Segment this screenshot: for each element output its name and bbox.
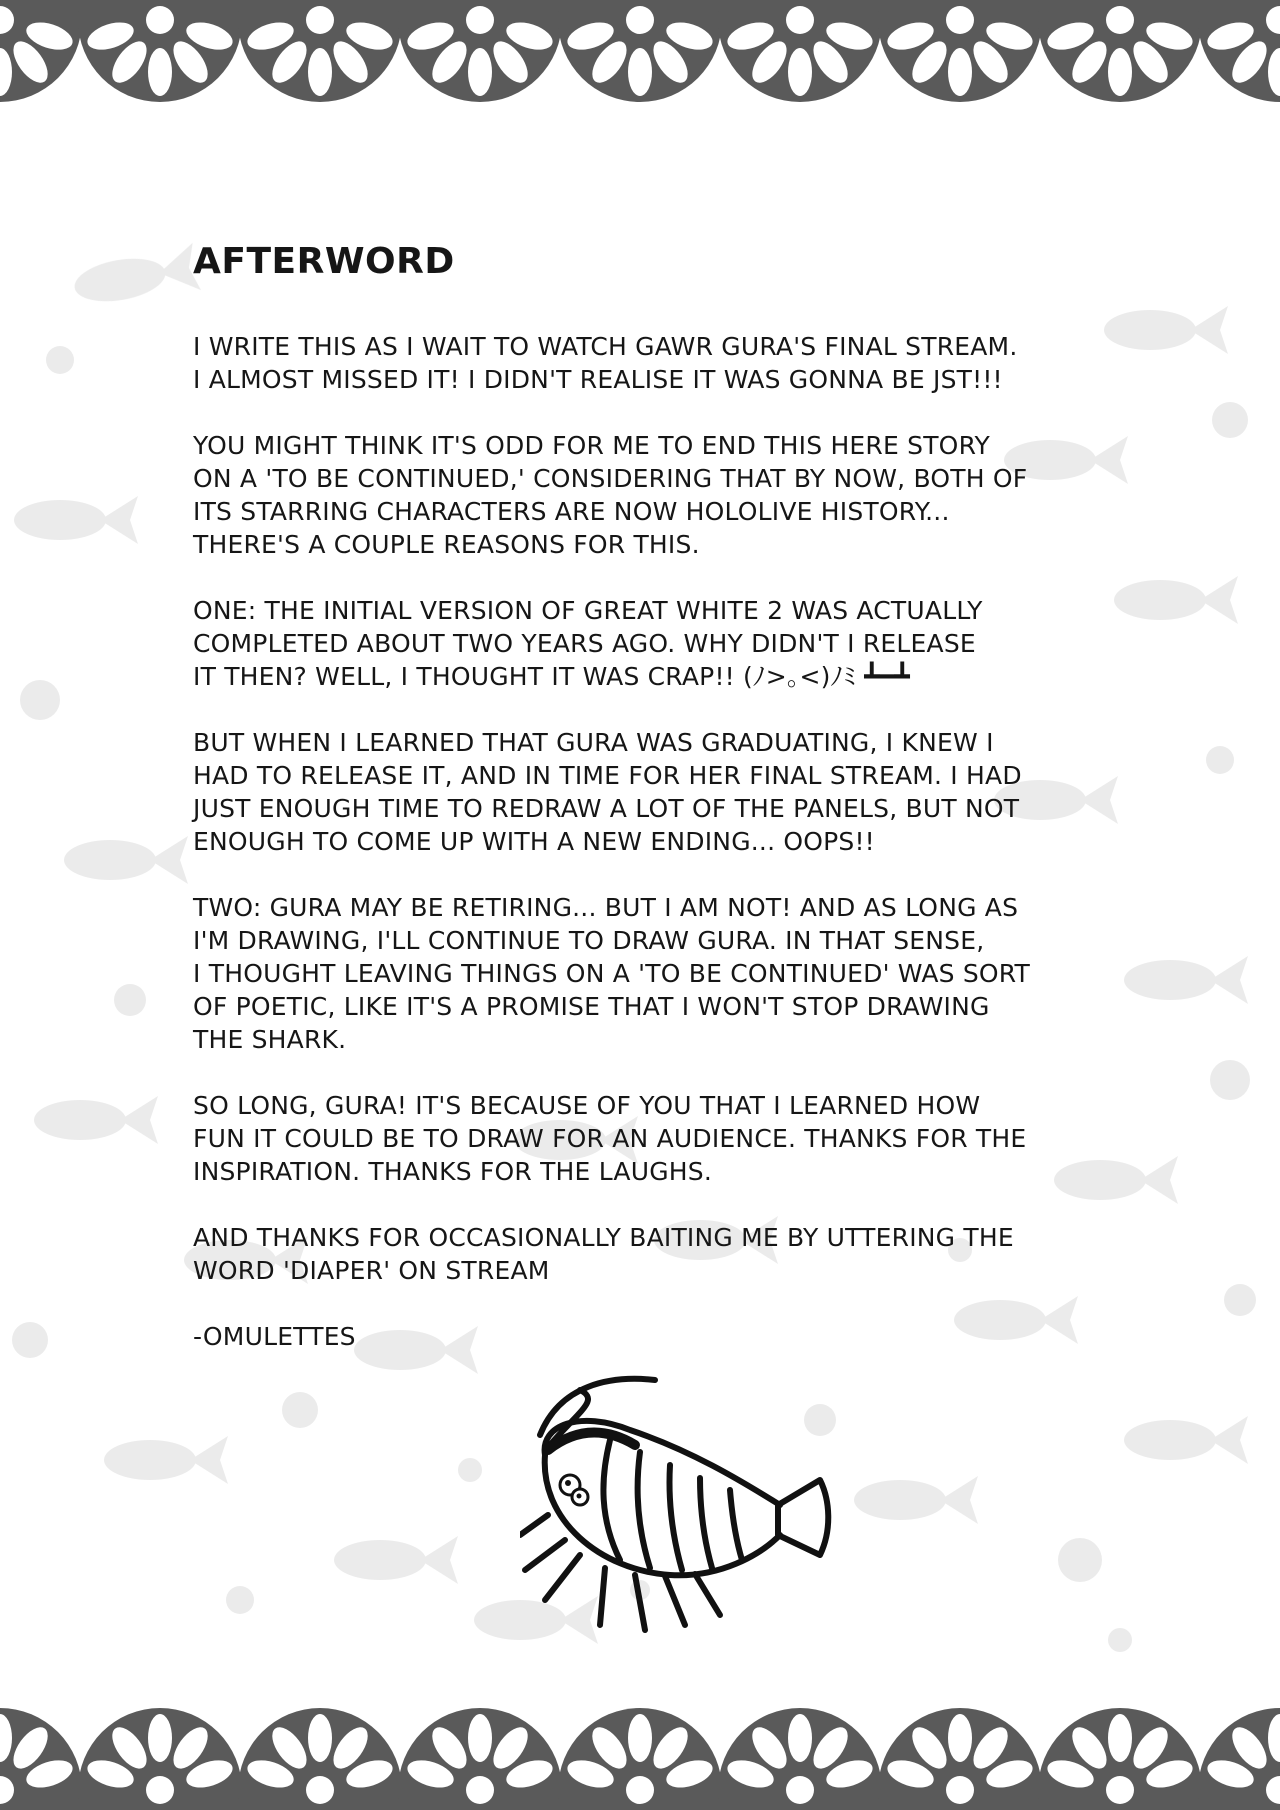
text-line: BUT WHEN I LEARNED THAT GURA WAS GRADUATING, I KNEW I — [193, 728, 994, 757]
text-line: ON A 'TO BE CONTINUED,' CONSIDERING THAT BY NOW, BOTH OF — [193, 464, 1028, 493]
text-line: SO LONG, GURA! IT'S BECAUSE OF YOU THAT I LEARNED HOW — [193, 1091, 981, 1120]
text-line: ONE: THE INITIAL VERSION OF GREAT WHITE 2 WAS ACTUALLY — [193, 596, 983, 625]
text-line: I THOUGHT LEAVING THINGS ON A 'TO BE CONTINUED' WAS SORT — [193, 959, 1031, 988]
afterword-body — [193, 330, 1133, 1353]
paragraph — [193, 726, 1133, 858]
paragraph — [193, 1221, 1133, 1287]
text-line: AND THANKS FOR OCCASIONALLY BAITING ME BY UTTERING THE — [193, 1223, 1014, 1252]
text-line: I ALMOST MISSED IT! I DIDN'T REALISE IT WAS GONNA BE JST!!! — [193, 365, 1003, 394]
afterword-content — [193, 238, 1133, 1386]
text-line: TWO: GURA MAY BE RETIRING... BUT I AM NOT! AND AS LONG AS — [193, 893, 1019, 922]
text-line: IT THEN? WELL, I THOUGHT IT WAS CRAP!! (ﾉ>｡<)ﾉﾐ ┻━┻ — [193, 662, 910, 691]
paragraph — [193, 594, 1133, 693]
text-line: ENOUGH TO COME UP WITH A NEW ENDING... OOPS!! — [193, 827, 875, 856]
paragraph — [193, 429, 1133, 561]
shrimp-icon — [520, 1370, 850, 1660]
text-line: WORD 'DIAPER' ON STREAM — [193, 1256, 550, 1285]
text-line: OF POETIC, LIKE IT'S A PROMISE THAT I WON'T STOP DRAWING — [193, 992, 990, 1021]
paragraph — [193, 891, 1133, 1056]
bottom-scalloped-border — [0, 1660, 1280, 1810]
text-line: THERE'S A COUPLE REASONS FOR THIS. — [193, 530, 700, 559]
text-line: I WRITE THIS AS I WAIT TO WATCH GAWR GURA'S FINAL STREAM. — [193, 332, 1018, 361]
paragraph — [193, 1089, 1133, 1188]
text-line: JUST ENOUGH TIME TO REDRAW A LOT OF THE PANELS, BUT NOT — [193, 794, 1020, 823]
text-line: THE SHARK. — [193, 1025, 347, 1054]
text-line: HAD TO RELEASE IT, AND IN TIME FOR HER FINAL STREAM. I HAD — [193, 761, 1022, 790]
text-line: ITS STARRING CHARACTERS ARE NOW HOLOLIVE HISTORY... — [193, 497, 950, 526]
text-line: I'M DRAWING, I'LL CONTINUE TO DRAW GURA. IN THAT SENSE, — [193, 926, 985, 955]
text-line: INSPIRATION. THANKS FOR THE LAUGHS. — [193, 1157, 712, 1186]
paragraph — [193, 1320, 1133, 1353]
text-line: -OMULETTES — [193, 1322, 356, 1351]
text-line: YOU MIGHT THINK IT'S ODD FOR ME TO END THIS HERE STORY — [193, 431, 991, 460]
paragraph — [193, 330, 1133, 396]
text-line: FUN IT COULD BE TO DRAW FOR AN AUDIENCE. THANKS FOR THE — [193, 1124, 1027, 1153]
text-line: COMPLETED ABOUT TWO YEARS AGO. WHY DIDN'T I RELEASE — [193, 629, 976, 658]
page-title: AFTERWORD — [193, 241, 455, 282]
top-scalloped-border — [0, 0, 1280, 150]
